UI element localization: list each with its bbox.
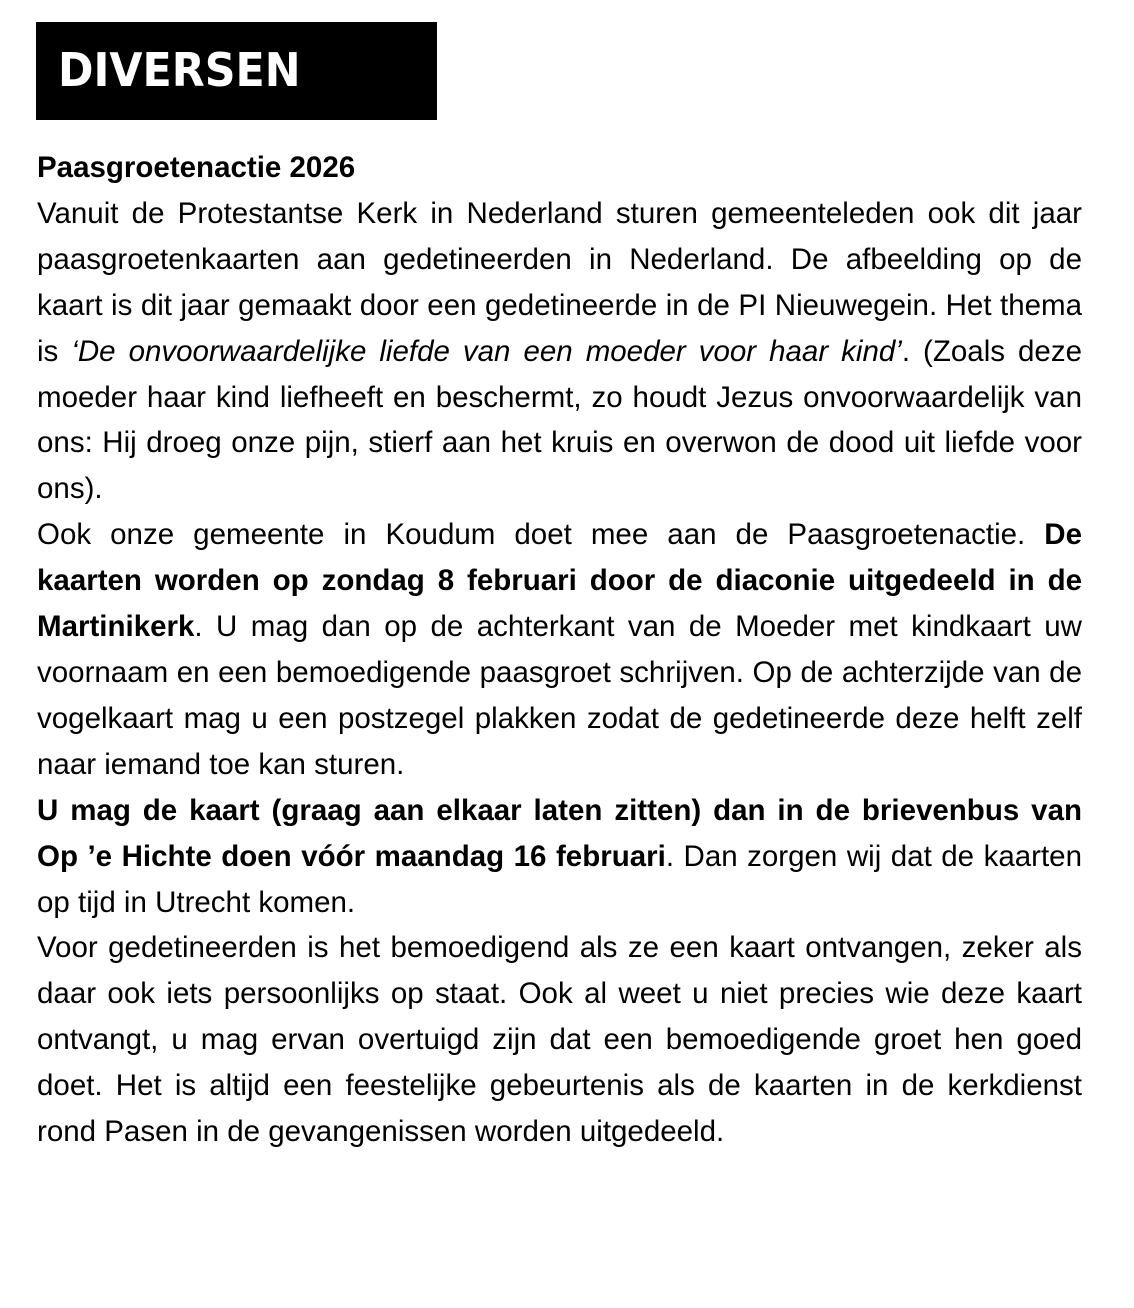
paragraph-intro-text-b: . (Zoals deze moeder haar kind liefheeft en beschermt, zo houdt Jezus onvoorwaardelijk van ons: Hij droeg onze pijn, stierf aan het kruis en overwon de dood uit liefde voor ons). [37,334,1082,506]
article-title: Paasgroetenactie 2026 [37,151,356,184]
distribution-date-highlight: De kaarten worden op zondag 8 februari door de diaconie uitgedeeld in de Martinikerk [37,518,1082,644]
paragraph-distribution-text-a: Ook onze gemeente in Koudum doet mee aan de Paasgroetenactie. [37,518,1045,552]
paragraph-intro-text-a: Vanuit de Protestantse Kerk in Nederland sturen gemeenteleden ook dit jaar paasgroetenkaarten aan gedetineerden in Nederland. De afbeelding op de kaart is dit jaar gemaakt door een gedetineerde in de PI Nieuwegein. Het thema is [37,196,1082,368]
paragraph-intro [37,191,1082,512]
theme-quote: ‘De onvoorwaardelijke liefde van een moeder voor haar kind’ [71,334,902,368]
paragraph-closing: Voor gedetineerden is het bemoedigend als ze een kaart ontvangen, zeker als daar ook iets persoonlijks op staat. Ook al weet u niet precies wie deze kaart ontvangt, u mag ervan overtuigd zijn dat een bemoedigende groet hen goed doet. Het is altijd een feestelijke gebeurtenis als de kaarten in de kerkdienst rond Pasen in de gevangenissen worden uitgedeeld. [37,931,1082,1149]
paragraph-distribution [37,512,1082,787]
article [37,145,1082,1155]
paragraph-distribution-text-b: . U mag dan op de achterkant van de Moeder met kindkaart uw voornaam en een bemoedigende paasgroet schrijven. Op de achterzijde van de vogelkaart mag u een postzegel plakken zodat de gedetineerde deze helft zelf naar iemand toe kan sturen. [37,610,1082,781]
paragraph-deadline-text-b: . Dan zorgen wij dat de kaarten op tijd in Utrecht komen. [37,839,1082,919]
section-heading: DIVERSEN [58,43,301,97]
paragraph-deadline [37,788,1082,926]
deadline-highlight: U mag de kaart (graag aan elkaar laten zitten) dan in de brievenbus van Op ’e Hichte doen vóór maandag 16 februari [37,793,1082,873]
section-header [36,22,437,120]
